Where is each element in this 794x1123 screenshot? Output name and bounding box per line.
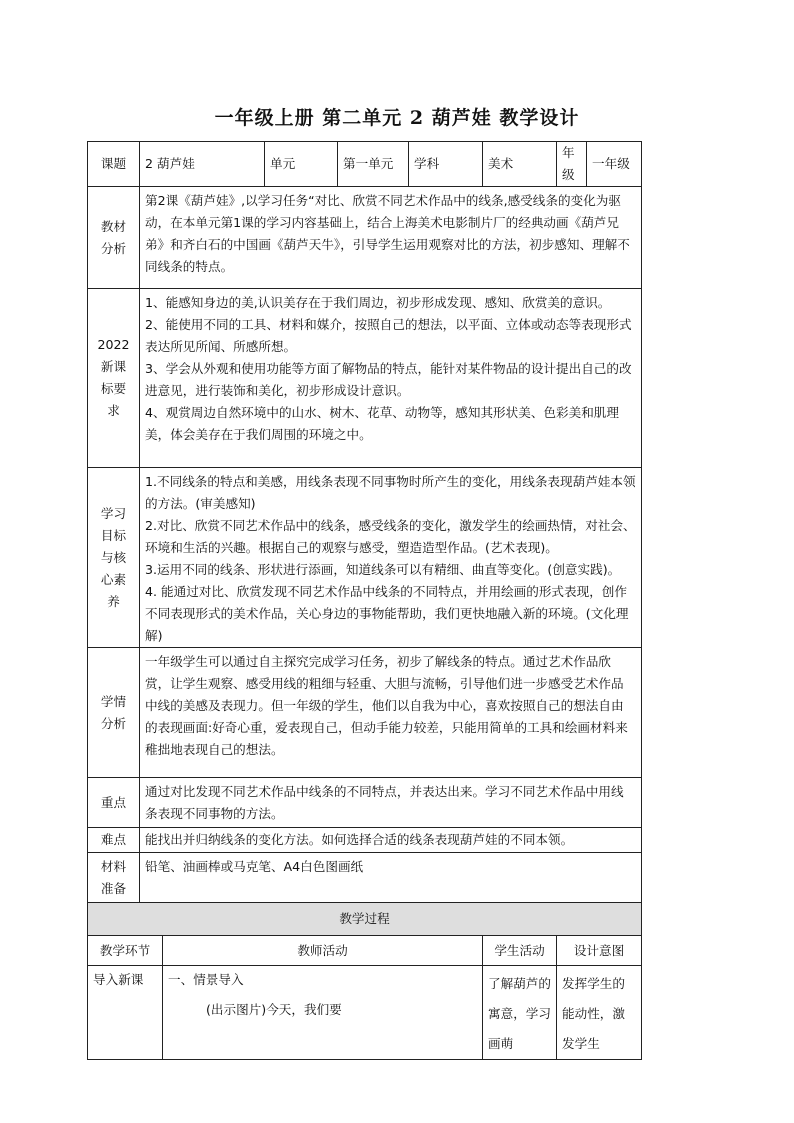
- material-label: 教材 分析: [88, 187, 140, 289]
- subject-value: 美术: [483, 142, 557, 187]
- row-intent: 发挥学生的能动性，激发学生: [557, 966, 642, 1060]
- difficulty-text: 能找出并归纳线条的变化方法。如何选择合适的线条表现葫芦娃的不同本领。: [140, 828, 642, 853]
- prep-text: 铅笔、油画棒或马克笔、A4白色图画纸: [140, 853, 642, 903]
- unit-value: 第一单元: [338, 142, 409, 187]
- difficulty-row: [88, 828, 642, 853]
- goal-item: 2.对比、欣赏不同艺术作品中的线条，感受线条的变化，激发学生的绘画热情，对社会、环境和生活的兴趣。根据自己的观察与感受，塑造造型作品。(艺术表现)。: [145, 518, 636, 555]
- grade-label: 年级: [557, 142, 587, 187]
- row-student: 了解葫芦的寓意，学习画萌: [483, 966, 557, 1060]
- lesson-table: [87, 141, 642, 1060]
- col-teacher: 教师活动: [163, 936, 483, 966]
- prep-label: 材料 准备: [88, 853, 140, 903]
- subject-label: 学科: [409, 142, 483, 187]
- col-student: 学生活动: [483, 936, 557, 966]
- row-stage: 导入新课: [88, 966, 163, 1060]
- process-columns-row: [88, 936, 642, 966]
- col-stage: 教学环节: [88, 936, 163, 966]
- row-teacher: [163, 966, 483, 1060]
- header-row: [88, 142, 642, 187]
- goal-item: 4. 能通过对比、欣赏发现不同艺术作品中线条的不同特点，并用绘画的形式表现，创作不同表现形式的美术作品，关心身边的事物能帮助，我们更快地融入新的环境。(文化理解): [145, 584, 629, 643]
- teacher-line: 一、情景导入: [168, 972, 244, 987]
- standard-label: 2022 新课 标要 求: [88, 289, 140, 468]
- course-label: 课题: [88, 142, 140, 187]
- standard-item: 2、能使用不同的工具、材料和媒介，按照自己的想法，以平面、立体或动态等表现形式表达所见所闻、所感所想。: [145, 317, 632, 354]
- material-row: [88, 187, 642, 289]
- standard-row: [88, 289, 642, 468]
- grade-value: 一年级: [587, 142, 642, 187]
- col-intent: 设计意图: [557, 936, 642, 966]
- standard-item: 3、学会从外观和使用功能等方面了解物品的特点，能针对某件物品的设计提出自己的改进意见，进行装饰和美化，初步形成设计意识。: [145, 361, 632, 398]
- course-value: 2 葫芦娃: [140, 142, 265, 187]
- goal-items: [140, 468, 642, 648]
- key-label: 重点: [88, 778, 140, 828]
- process-row: [88, 966, 642, 1060]
- unit-label: 单元: [265, 142, 338, 187]
- page-title: 一年级上册 第二单元 2 葫芦娃 教学设计: [214, 107, 580, 129]
- difficulty-label: 难点: [88, 828, 140, 853]
- prep-row: [88, 853, 642, 903]
- key-text: 通过对比发现不同艺术作品中线条的不同特点，并表达出来。学习不同艺术作品中用线条表现不同事物的方法。: [140, 778, 642, 828]
- learner-label: 学情 分析: [88, 648, 140, 778]
- standard-item: 4、观赏周边自然环境中的山水、树木、花草、动物等，感知其形状美、色彩美和肌理美，体会美存在于我们周围的环境之中。: [145, 405, 619, 442]
- process-heading-row: [88, 903, 642, 936]
- key-row: [88, 778, 642, 828]
- teacher-line: (出示图片)今天，我们要: [206, 1002, 342, 1017]
- standard-items: [140, 289, 642, 468]
- material-text: 第2课《葫芦娃》,以学习任务“对比、欣赏不同艺术作品中的线条,感受线条的变化为驱动，在本单元第1课的学习内容基础上，结合上海美术电影制片厂的经典动画《葫芦兄弟》和齐白石的中国画《葫芦天牛》，引导学生运用观察对比的方法，初步感知、理解不同线条的特点。: [140, 187, 642, 289]
- goal-item: 1.不同线条的特点和美感，用线条表现不同事物时所产生的变化，用线条表现葫芦娃本领的方法。(审美感知): [145, 474, 636, 511]
- learner-text: 一年级学生可以通过自主探究完成学习任务，初步了解线条的特点。通过艺术作品欣赏，让学生观察、感受用线的粗细与轻重、大胆与流畅，引导他们进一步感受艺术作品中线的美感及表现力。但一年级的学生，他们以自我为中心，喜欢按照自己的想法自由的表现画面:好奇心重，爱表现自己，但动手能力较差，只能用简单的工具和绘画材料来稚拙地表现自己的想法。: [140, 648, 642, 778]
- goal-row: [88, 468, 642, 648]
- learner-row: [88, 648, 642, 778]
- process-heading: 教学过程: [88, 903, 642, 936]
- standard-item: 1、能感知身边的美,认识美存在于我们周边，初步形成发现、感知、欣赏美的意识。: [145, 295, 611, 310]
- goal-label: 学习 目标 与核 心素 养: [88, 468, 140, 648]
- goal-item: 3.运用不同的线条、形状进行添画，知道线条可以有精细、曲直等变化。(创意实践)。: [145, 562, 621, 577]
